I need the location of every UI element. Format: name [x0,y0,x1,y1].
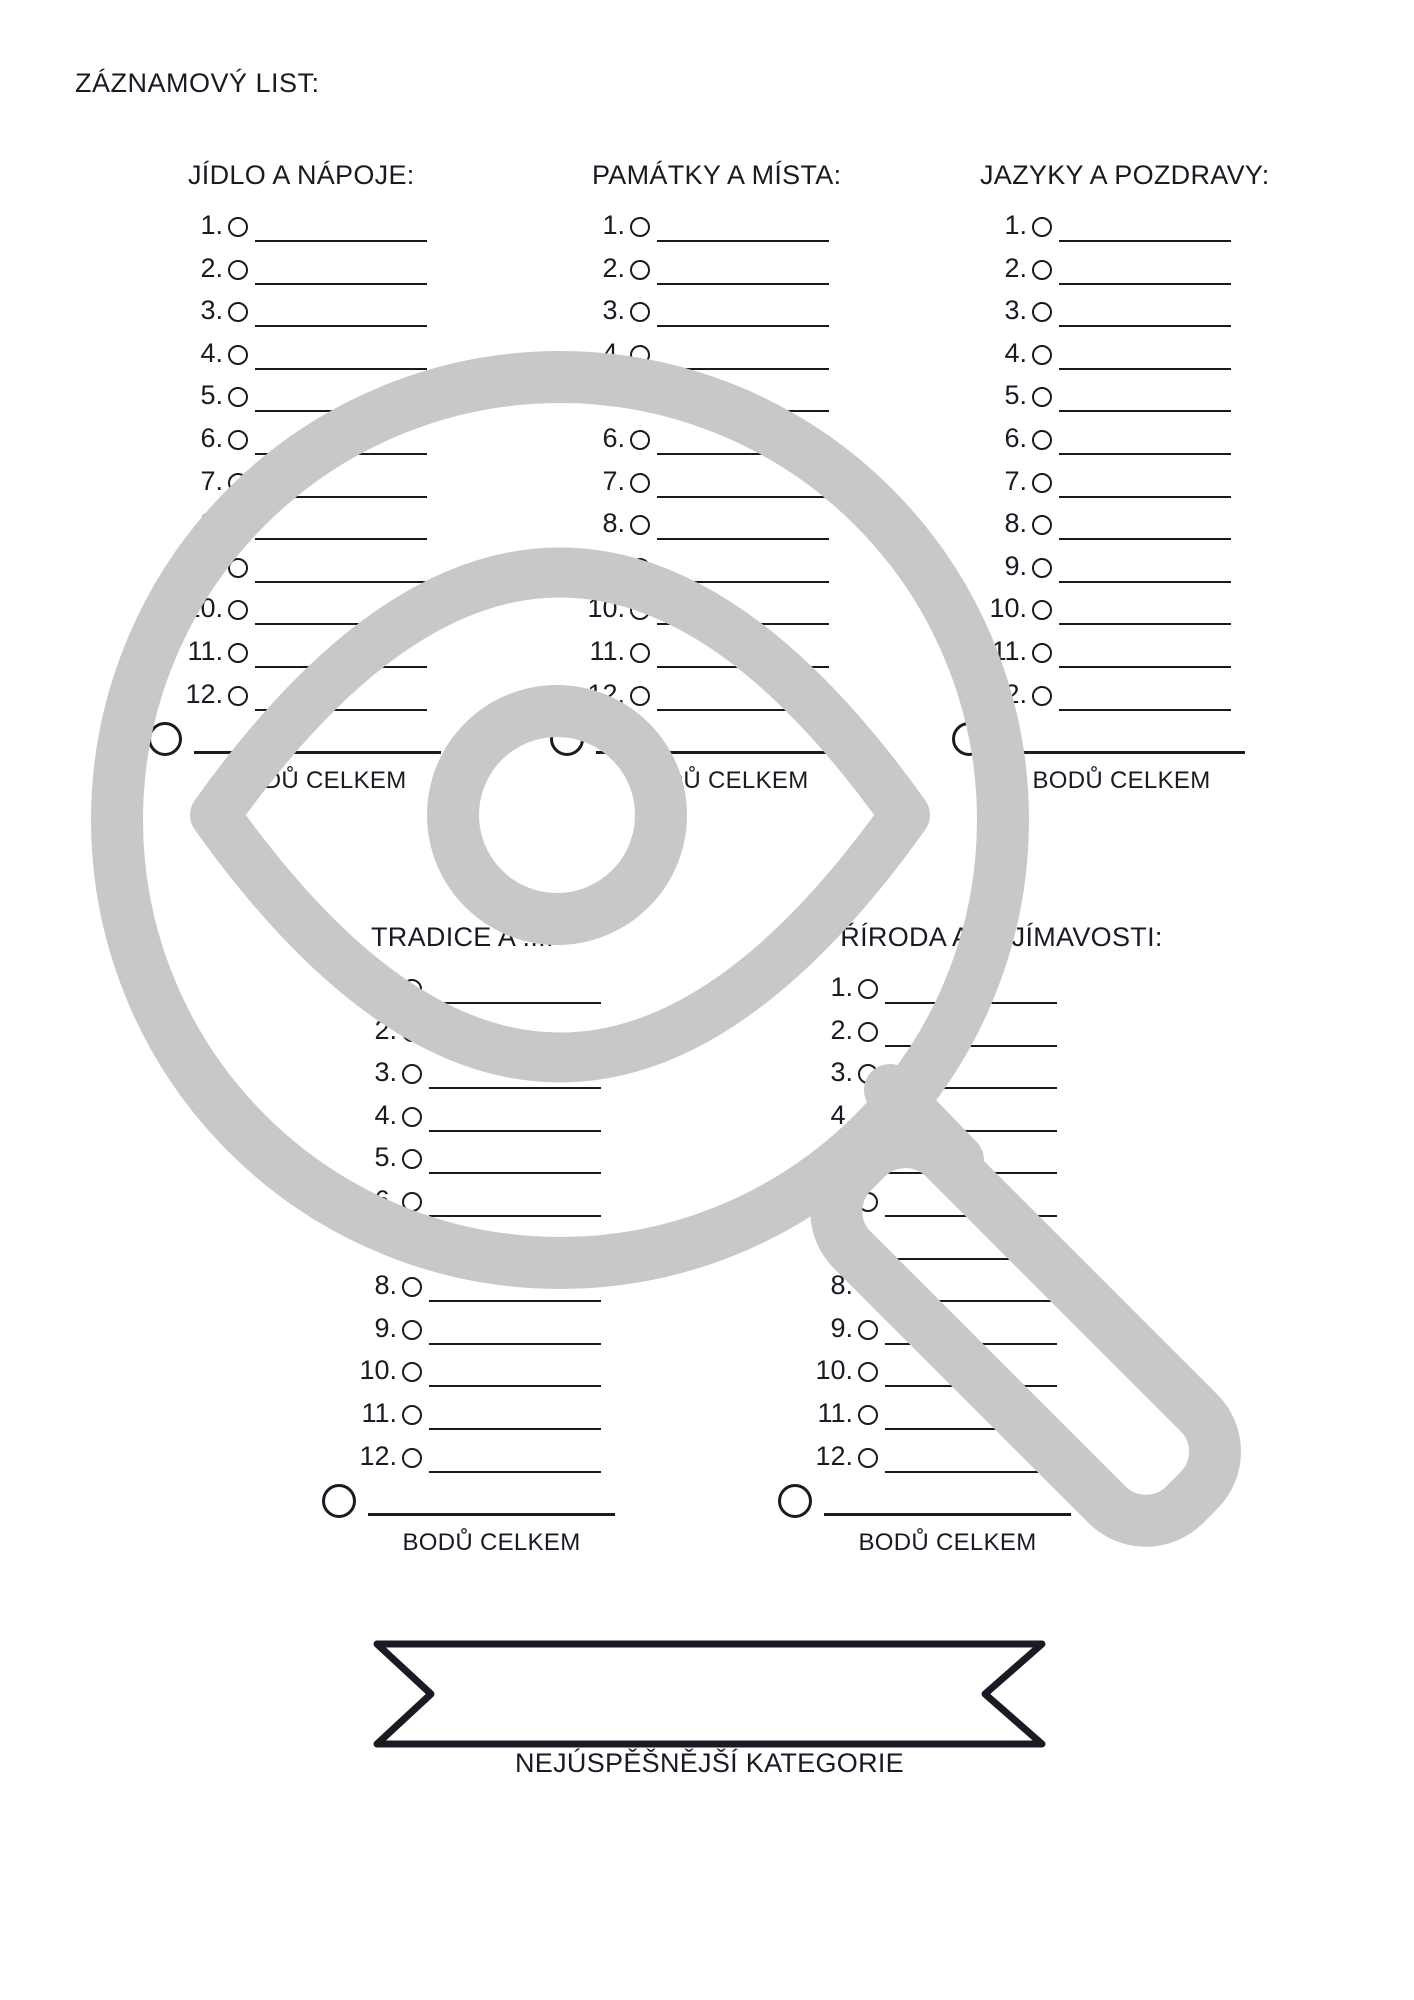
item-answer-field[interactable] [1059,666,1231,668]
item-checkbox[interactable] [630,260,650,280]
item-number: 12. [815,1440,853,1471]
list-item [48,466,448,496]
list-item [678,1185,1078,1215]
category-block-languages-greetings [852,160,1270,794]
item-checkbox[interactable] [630,345,650,365]
item-checkbox[interactable] [402,1405,422,1425]
item-number: 3. [200,295,223,326]
item-checkbox[interactable] [1032,473,1052,493]
item-answer-field[interactable] [657,581,829,583]
item-answer-field[interactable] [885,1385,1057,1387]
item-checkbox[interactable] [630,387,650,407]
item-answer-field[interactable] [1059,410,1231,412]
item-checkbox[interactable] [402,1149,422,1169]
item-answer-field[interactable] [1059,283,1231,285]
item-answer-field[interactable] [255,623,427,625]
item-answer-field[interactable] [1059,623,1231,625]
item-answer-field[interactable] [429,1215,601,1217]
list-item [48,679,448,709]
item-checkbox[interactable] [630,643,650,663]
item-number: 8. [1004,508,1027,539]
item-answer-field[interactable] [1059,709,1231,711]
item-number: 1. [374,972,397,1002]
item-checkbox[interactable] [402,1448,422,1468]
item-checkbox[interactable] [630,515,650,535]
list-item [678,1398,1078,1428]
total-label: BODŮ CELKEM [858,1529,1037,1556]
total-score-field[interactable] [998,751,1245,754]
item-checkbox[interactable] [228,515,248,535]
item-number: 2. [602,252,625,283]
item-answer-field[interactable] [255,453,427,455]
item-number: 10. [587,593,625,624]
item-number: 9. [1004,550,1027,581]
item-answer-field[interactable] [657,623,829,625]
list-item [48,593,448,623]
list-item [450,551,850,581]
total-label: BODŮ CELKEM [1032,767,1211,794]
list-item [852,380,1252,410]
item-number: 2. [374,1014,397,1045]
item-answer-field[interactable] [885,1130,1057,1132]
item-checkbox[interactable] [1032,430,1052,450]
item-answer-field[interactable] [1059,453,1231,455]
item-checkbox[interactable] [228,260,248,280]
item-checkbox[interactable] [858,1192,878,1212]
list-item [450,253,850,283]
item-checkbox[interactable] [228,302,248,322]
total-score-field[interactable] [596,751,843,754]
list-item [678,1228,1078,1258]
page-title: ZÁZNAMOVÝ LIST: [75,68,320,98]
list-item [678,972,1078,1002]
list-item [852,466,1252,496]
item-checkbox[interactable] [228,686,248,706]
item-answer-field[interactable] [885,1215,1057,1217]
item-checkbox[interactable] [858,1022,878,1042]
item-answer-field[interactable] [429,1087,601,1089]
item-answer-field[interactable] [1059,581,1231,583]
item-answer-field[interactable] [885,1172,1057,1174]
item-checkbox[interactable] [1032,345,1052,365]
list-item [450,508,850,538]
list-item [852,679,1252,709]
item-answer-field[interactable] [429,1428,601,1430]
item-checkbox[interactable] [402,1064,422,1084]
total-score-field[interactable] [368,1513,615,1516]
item-checkbox[interactable] [858,1362,878,1382]
item-number: 12. [359,1440,397,1471]
item-answer-field[interactable] [885,1087,1057,1089]
item-checkbox[interactable] [858,1320,878,1340]
item-number: 3. [830,1057,853,1088]
item-checkbox[interactable] [1032,302,1052,322]
item-answer-field[interactable] [429,1300,601,1302]
item-number: 12. [587,678,625,709]
category-block-monuments-places [450,160,850,794]
item-number: 6. [1004,423,1027,453]
list-item [450,295,850,325]
list-item [48,253,448,283]
item-number: 10. [815,1355,853,1386]
item-number: 2. [1004,252,1027,283]
item-answer-field[interactable] [885,1343,1057,1345]
list-item [222,1441,622,1471]
item-number: 8. [200,508,223,539]
item-answer-field[interactable] [885,1300,1057,1302]
item-checkbox[interactable] [858,1064,878,1084]
item-number: 6. [830,1185,853,1215]
list-item [48,508,448,538]
list-item [222,972,622,1002]
list-item [48,338,448,368]
item-number: 6. [200,423,223,453]
list-item [852,508,1252,538]
item-checkbox[interactable] [1032,558,1052,578]
item-number: 3. [1004,295,1027,326]
item-checkbox[interactable] [402,1320,422,1340]
list-item [450,210,850,240]
item-answer-field[interactable] [657,496,829,498]
item-number: 8. [602,508,625,539]
item-answer-field[interactable] [657,709,829,711]
list-item [48,423,448,453]
item-number: 4. [374,1099,397,1130]
item-answer-field[interactable] [657,538,829,540]
item-checkbox[interactable] [402,1107,422,1127]
total-checkbox[interactable] [148,722,182,756]
item-number: 2. [830,1014,853,1045]
list-item [450,423,850,453]
item-answer-field[interactable] [429,1343,601,1345]
list-item [678,1313,1078,1343]
list-item [678,1142,1078,1172]
total-checkbox[interactable] [778,1484,812,1518]
item-checkbox[interactable] [228,643,248,663]
item-answer-field[interactable] [657,453,829,455]
total-checkbox[interactable] [550,722,584,756]
item-checkbox[interactable] [402,1362,422,1382]
item-number: 11. [589,636,625,666]
list-item [678,1355,1078,1385]
list-item [450,338,850,368]
item-answer-field[interactable] [1059,325,1231,327]
item-answer-field[interactable] [429,1385,601,1387]
item-number: 5. [374,1142,397,1173]
item-answer-field[interactable] [429,1002,601,1004]
item-checkbox[interactable] [630,302,650,322]
list-item [48,636,448,666]
list-item [48,210,448,240]
list-item [852,423,1252,453]
item-checkbox[interactable] [402,1277,422,1297]
item-number: 1. [200,210,223,240]
total-label: BODŮ CELKEM [402,1529,581,1556]
item-number: 12. [185,678,223,709]
list-item [678,1100,1078,1130]
item-number: 9. [830,1312,853,1343]
item-checkbox[interactable] [858,1107,878,1127]
item-answer-field[interactable] [429,1045,601,1047]
item-answer-field[interactable] [1059,496,1231,498]
category-block-nature-attractions [682,922,1163,1556]
item-checkbox[interactable] [630,473,650,493]
list-item [222,1057,622,1087]
item-number: 1. [602,210,625,240]
item-number: 6. [602,423,625,453]
item-number: 11. [361,1398,397,1428]
list-item [222,1142,622,1172]
item-answer-field[interactable] [885,1471,1057,1473]
item-checkbox[interactable] [630,430,650,450]
item-number: 1. [1004,210,1027,240]
total-checkbox[interactable] [952,722,986,756]
item-checkbox[interactable] [858,1149,878,1169]
category-title: JÍDLO A NÁPOJE: [188,160,415,190]
item-number: 3. [602,295,625,326]
item-answer-field[interactable] [885,1428,1057,1430]
item-answer-field[interactable] [657,240,829,242]
item-number: 4. [830,1099,853,1130]
list-item [222,1313,622,1343]
best-category-label: NEJÚSPĚŠNĚJŠÍ KATEGORIE [515,1748,904,1778]
item-checkbox[interactable] [228,430,248,450]
item-answer-field[interactable] [255,581,427,583]
item-answer-field[interactable] [657,325,829,327]
item-number: 3. [374,1057,397,1088]
item-number: 10. [989,593,1027,624]
item-answer-field[interactable] [885,1045,1057,1047]
item-checkbox[interactable] [228,387,248,407]
item-number: 11. [817,1398,853,1428]
item-checkbox[interactable] [858,1277,878,1297]
item-answer-field[interactable] [429,1172,601,1174]
item-number: 12. [989,678,1027,709]
item-answer-field[interactable] [255,240,427,242]
item-answer-field[interactable] [255,538,427,540]
list-item [450,380,850,410]
item-checkbox[interactable] [228,345,248,365]
category-block-food-drinks [48,160,448,794]
category-block-traditions [226,922,626,1556]
item-checkbox[interactable] [858,1448,878,1468]
best-category-banner[interactable] [373,1640,1046,1748]
item-number: 9. [200,550,223,581]
item-answer-field[interactable] [1059,368,1231,370]
item-answer-field[interactable] [255,410,427,412]
item-checkbox[interactable] [858,1405,878,1425]
category-title: TRADICE A ...: [371,922,554,952]
item-answer-field[interactable] [657,283,829,285]
item-answer-field[interactable] [255,283,427,285]
category-title: PŘÍRODA A ZAJÍMAVOSTI: [822,922,1163,952]
list-item [450,593,850,623]
item-checkbox[interactable] [1032,686,1052,706]
item-number: 4. [602,337,625,368]
item-checkbox[interactable] [630,217,650,237]
item-answer-field[interactable] [429,1130,601,1132]
item-number: 7. [200,465,223,496]
item-number: 7. [830,1227,853,1258]
item-answer-field[interactable] [885,1258,1057,1260]
list-item [852,210,1252,240]
item-checkbox[interactable] [1032,643,1052,663]
item-number: 1. [830,972,853,1002]
category-title: JAZYKY A POZDRAVY: [980,160,1270,190]
item-number: 11. [991,636,1027,666]
item-number: 8. [374,1270,397,1301]
list-item [222,1185,622,1215]
list-item [678,1270,1078,1300]
total-label: BODŮ CELKEM [228,767,407,794]
item-answer-field[interactable] [255,368,427,370]
item-number: 2. [200,252,223,283]
item-checkbox[interactable] [1032,260,1052,280]
item-number: 8. [830,1270,853,1301]
list-item [678,1015,1078,1045]
list-item [48,551,448,581]
item-answer-field[interactable] [885,1002,1057,1004]
list-item [450,679,850,709]
item-answer-field[interactable] [1059,240,1231,242]
list-item [222,1100,622,1130]
item-checkbox[interactable] [228,600,248,620]
item-checkbox[interactable] [1032,217,1052,237]
item-checkbox[interactable] [228,217,248,237]
list-item [222,1015,622,1045]
list-item [678,1057,1078,1087]
item-answer-field[interactable] [255,496,427,498]
item-answer-field[interactable] [657,666,829,668]
item-number: 9. [374,1312,397,1343]
item-number: 6. [374,1185,397,1215]
list-item [852,253,1252,283]
item-answer-field[interactable] [429,1471,601,1473]
list-item [222,1270,622,1300]
item-checkbox[interactable] [402,1022,422,1042]
item-checkbox[interactable] [402,1235,422,1255]
item-checkbox[interactable] [1032,600,1052,620]
total-score-field[interactable] [194,751,441,754]
total-checkbox[interactable] [322,1484,356,1518]
item-number: 11. [187,636,223,666]
item-number: 9. [602,550,625,581]
list-item [852,551,1252,581]
item-checkbox[interactable] [630,686,650,706]
item-checkbox[interactable] [1032,515,1052,535]
list-item [222,1228,622,1258]
item-number: 10. [185,593,223,624]
item-checkbox[interactable] [228,558,248,578]
list-item [450,636,850,666]
item-answer-field[interactable] [1059,538,1231,540]
item-checkbox[interactable] [858,979,878,999]
item-checkbox[interactable] [630,600,650,620]
item-answer-field[interactable] [255,666,427,668]
item-number: 5. [1004,380,1027,411]
list-item [222,1355,622,1385]
item-checkbox[interactable] [402,1192,422,1212]
list-item [852,593,1252,623]
item-answer-field[interactable] [657,368,829,370]
item-number: 7. [1004,465,1027,496]
item-number: 7. [374,1227,397,1258]
total-label: BODŮ CELKEM [630,767,809,794]
item-answer-field[interactable] [255,709,427,711]
item-checkbox[interactable] [402,979,422,999]
item-answer-field[interactable] [429,1258,601,1260]
item-checkbox[interactable] [630,558,650,578]
item-number: 4. [200,337,223,368]
item-number: 10. [359,1355,397,1386]
item-checkbox[interactable] [228,473,248,493]
list-item [450,466,850,496]
item-answer-field[interactable] [255,325,427,327]
list-item [48,295,448,325]
list-item [48,380,448,410]
item-checkbox[interactable] [858,1235,878,1255]
item-answer-field[interactable] [657,410,829,412]
item-checkbox[interactable] [1032,387,1052,407]
total-score-field[interactable] [824,1513,1071,1516]
list-item [852,636,1252,666]
category-title: PAMÁTKY A MÍSTA: [592,160,842,190]
item-number: 5. [830,1142,853,1173]
item-number: 7. [602,465,625,496]
item-number: 5. [602,380,625,411]
list-item [678,1441,1078,1471]
list-item [222,1398,622,1428]
item-number: 4. [1004,337,1027,368]
list-item [852,295,1252,325]
item-number: 5. [200,380,223,411]
list-item [852,338,1252,368]
